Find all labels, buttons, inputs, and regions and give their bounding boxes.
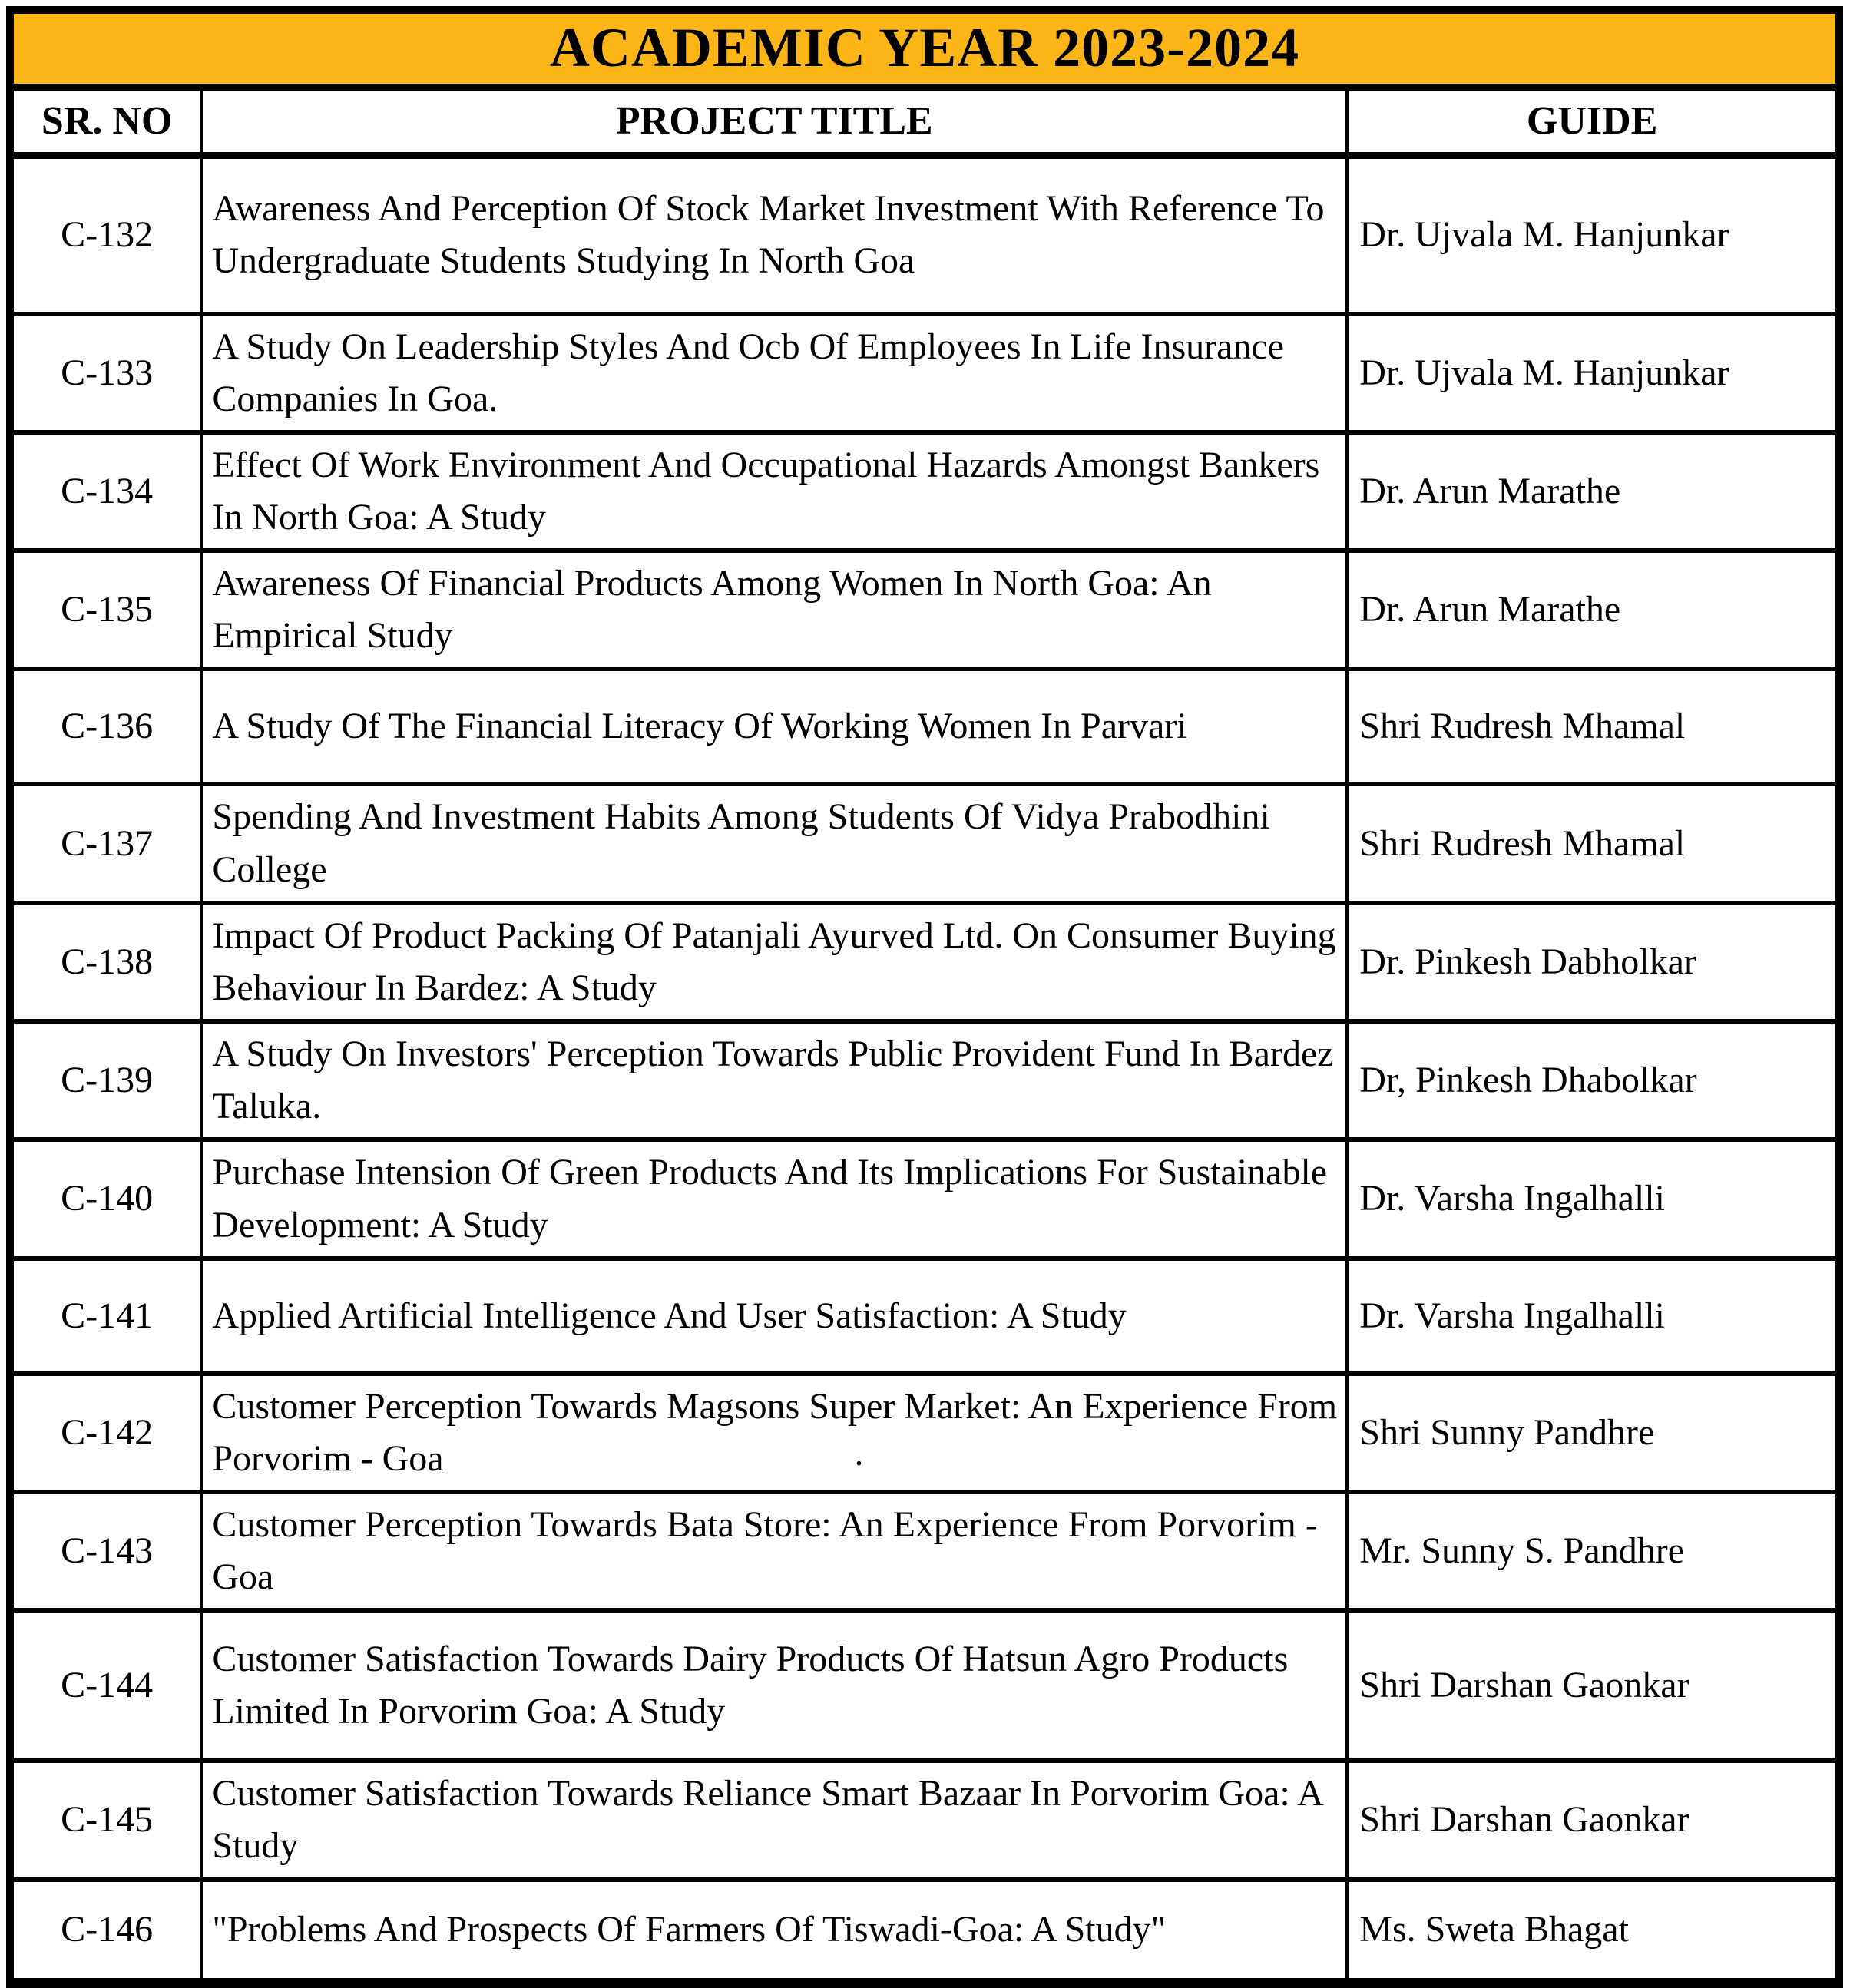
- project-title-cell: [201, 1610, 1347, 1761]
- sr-no-cell: C-143: [14, 1492, 201, 1610]
- project-title-text: Customer Perception Towards Magsons Super Market: An Experience From Porvorim - Goa: [212, 1385, 1338, 1479]
- project-title-text: Customer Satisfaction Towards Reliance Smart Bazaar In Porvorim Goa: A Study: [212, 1773, 1322, 1867]
- guide-cell: Shri Sunny Pandhre: [1347, 1374, 1835, 1492]
- project-title-text: Impact Of Product Packing Of Patanjali Ayurved Ltd. On Consumer Buying Behaviour In Bardez: A Study: [212, 915, 1336, 1008]
- sr-no-cell: C-132: [14, 156, 201, 314]
- guide-cell: Dr. Pinkesh Dabholkar: [1347, 903, 1835, 1021]
- guide-cell: Mr. Sunny S. Pandhre: [1347, 1492, 1835, 1610]
- project-title-text: Customer Satisfaction Towards Dairy Products Of Hatsun Agro Products Limited In Porvorim Goa: A Study: [212, 1639, 1289, 1732]
- sr-no-cell: C-137: [14, 784, 201, 902]
- sr-no-cell: C-146: [14, 1880, 201, 1978]
- guide-cell: Dr, Pinkesh Dhabolkar: [1347, 1021, 1835, 1140]
- sr-no-cell: C-134: [14, 432, 201, 551]
- table-row: [14, 1374, 1835, 1492]
- sr-no-cell: C-138: [14, 903, 201, 1021]
- sr-no-cell: C-145: [14, 1761, 201, 1879]
- table-body: [14, 156, 1835, 1978]
- project-title-text: Spending And Investment Habits Among Students Of Vidya Prabodhini College: [212, 796, 1270, 890]
- projects-table: [14, 91, 1835, 1978]
- guide-cell: Dr. Varsha Ingalhalli: [1347, 1140, 1835, 1258]
- banner: [14, 14, 1835, 91]
- sr-no-cell: C-136: [14, 669, 201, 784]
- project-title-cell: [201, 903, 1347, 1021]
- guide-cell: Shri Darshan Gaonkar: [1347, 1761, 1835, 1879]
- project-title-text: Awareness And Perception Of Stock Market Investment With Reference To Undergraduate Students Studying In North Goa: [212, 188, 1325, 282]
- table-row: [14, 1140, 1835, 1258]
- guide-cell: Dr. Ujvala M. Hanjunkar: [1347, 314, 1835, 432]
- guide-cell: Dr. Arun Marathe: [1347, 551, 1835, 669]
- table-row: [14, 669, 1835, 784]
- guide-cell: Dr. Arun Marathe: [1347, 432, 1835, 551]
- project-title-text: Effect Of Work Environment And Occupational Hazards Amongst Bankers In North Goa: A Study: [212, 444, 1320, 538]
- table-row: [14, 156, 1835, 314]
- sr-no-cell: C-139: [14, 1021, 201, 1140]
- guide-cell: Shri Rudresh Mhamal: [1347, 784, 1835, 902]
- project-title-cell: [201, 669, 1347, 784]
- project-title-cell: [201, 1140, 1347, 1258]
- sr-no-cell: C-140: [14, 1140, 201, 1258]
- project-title-cell: [201, 1880, 1347, 1978]
- table-row: [14, 903, 1835, 1021]
- project-title-cell: [201, 1492, 1347, 1610]
- table-row: [14, 432, 1835, 551]
- project-title-text: Purchase Intension Of Green Products And Its Implications For Sustainable Development: A Study: [212, 1152, 1328, 1245]
- project-title-cell: [201, 1021, 1347, 1140]
- column-header-guide: GUIDE: [1347, 91, 1835, 156]
- project-title-cell: [201, 156, 1347, 314]
- table-row: [14, 1761, 1835, 1879]
- table-row: [14, 1492, 1835, 1610]
- guide-cell: Dr. Varsha Ingalhalli: [1347, 1259, 1835, 1374]
- column-header-sr-no: SR. NO: [14, 91, 201, 156]
- table-header: [14, 91, 1835, 156]
- header-row: [14, 91, 1835, 156]
- table-row: [14, 551, 1835, 669]
- column-header-project-title: PROJECT TITLE: [201, 91, 1347, 156]
- table-row: [14, 1021, 1835, 1140]
- guide-cell: Dr. Ujvala M. Hanjunkar: [1347, 156, 1835, 314]
- table-row: [14, 1880, 1835, 1978]
- projects-table-frame: [6, 6, 1843, 1988]
- table-row: [14, 314, 1835, 432]
- project-title-cell: [201, 314, 1347, 432]
- project-title-text: A Study Of The Financial Literacy Of Working Women In Parvari: [212, 706, 1187, 747]
- table-row: [14, 784, 1835, 902]
- sr-no-cell: C-141: [14, 1259, 201, 1374]
- guide-cell: Shri Rudresh Mhamal: [1347, 669, 1835, 784]
- stray-dot-mark: .: [854, 1432, 864, 1474]
- project-title-cell: [201, 432, 1347, 551]
- sr-no-cell: C-135: [14, 551, 201, 669]
- guide-cell: Shri Darshan Gaonkar: [1347, 1610, 1835, 1761]
- project-title-text: Customer Perception Towards Bata Store: An Experience From Porvorim - Goa: [212, 1504, 1318, 1598]
- table-row: [14, 1259, 1835, 1374]
- project-title-cell: [201, 551, 1347, 669]
- project-title-text: Awareness Of Financial Products Among Women In North Goa: An Empirical Study: [212, 563, 1212, 657]
- project-title-text: A Study On Investors' Perception Towards Public Provident Fund In Bardez Taluka.: [212, 1034, 1334, 1127]
- sr-no-cell: C-133: [14, 314, 201, 432]
- table-row: [14, 1610, 1835, 1761]
- guide-cell: Ms. Sweta Bhagat: [1347, 1880, 1835, 1978]
- project-title-text: "Problems And Prospects Of Farmers Of Tiswadi-Goa: A Study": [212, 1909, 1167, 1950]
- project-title-cell: [201, 784, 1347, 902]
- project-title-cell: [201, 1761, 1347, 1879]
- sr-no-cell: C-144: [14, 1610, 201, 1761]
- sr-no-cell: C-142: [14, 1374, 201, 1492]
- project-title-cell: [201, 1259, 1347, 1374]
- project-title-cell: [201, 1374, 1347, 1492]
- project-title-text: A Study On Leadership Styles And Ocb Of Employees In Life Insurance Companies In Goa.: [212, 326, 1285, 419]
- banner-title: ACADEMIC YEAR 2023-2024: [549, 16, 1300, 78]
- project-title-text: Applied Artificial Intelligence And User Satisfaction: A Study: [212, 1295, 1127, 1336]
